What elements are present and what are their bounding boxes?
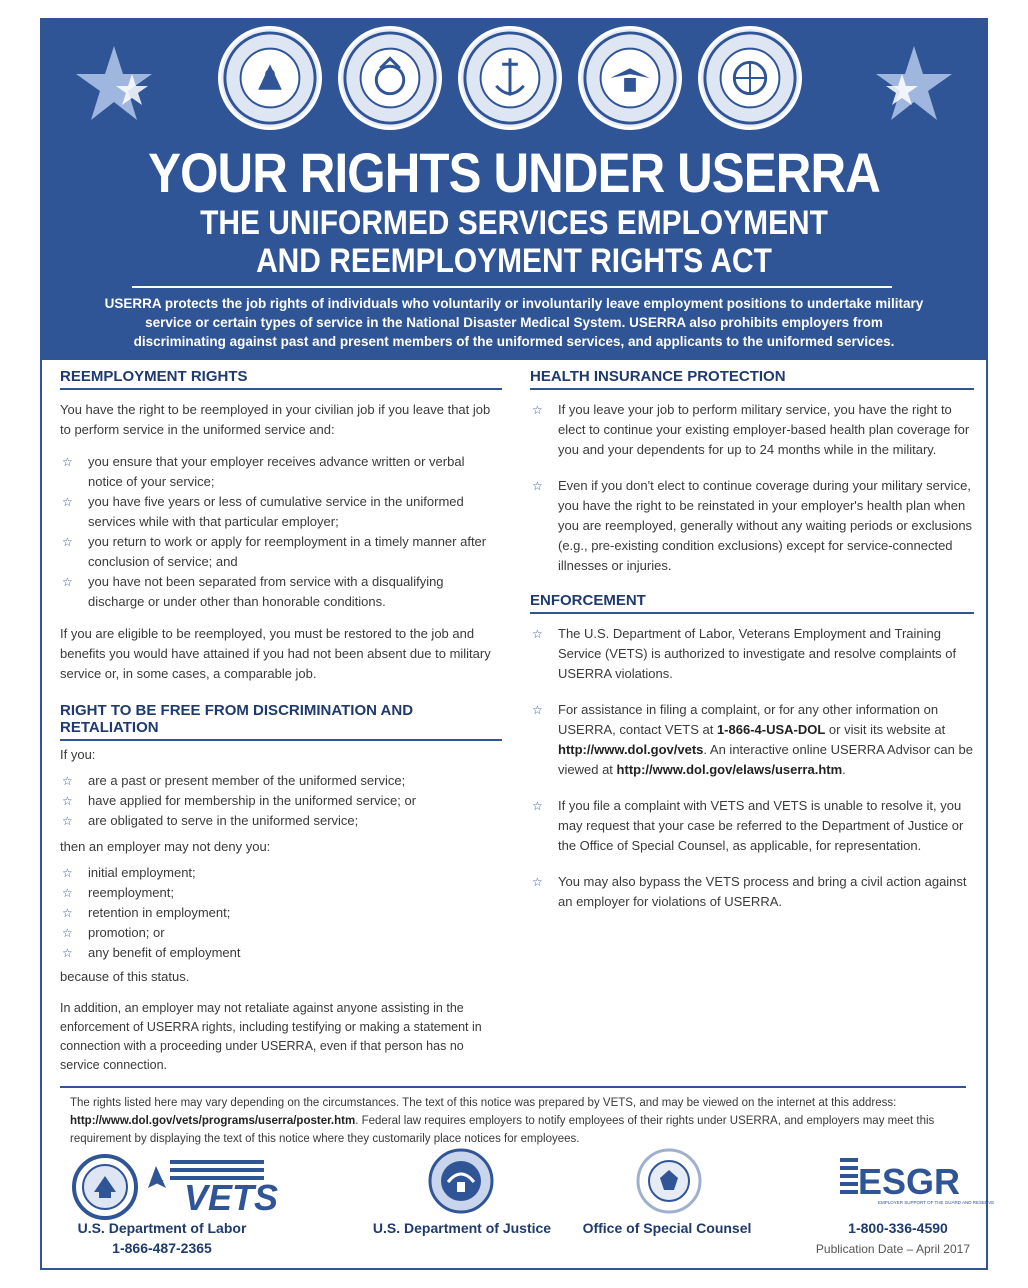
reemployment-outro: If you are eligible to be reemployed, you must be restored to the job and benefits you would have attained if you had not been absent due to military service or, in some cases, a comparable job. — [60, 626, 491, 681]
list-item: ☆ initial employment; — [60, 863, 502, 883]
list-item: ☆ retention in employment; — [60, 903, 502, 923]
vets-phone: 1-866-4-USA-DOL — [716, 722, 826, 737]
section-heading-enforcement: ENFORCEMENT — [530, 592, 974, 614]
star-bullet-icon: ☆ — [62, 946, 73, 960]
poster-link[interactable]: http://www.dol.gov/vets/programs/userra/poster.htm — [70, 1115, 356, 1127]
vets-website-link[interactable]: http://www.dol.gov/vets — [558, 742, 704, 757]
military-seals — [218, 26, 798, 136]
esgr-phone: 1-800-336-4590 — [848, 1220, 948, 1236]
list-item: ☆ have applied for membership in the uniformed service; or — [60, 791, 502, 811]
left-column — [60, 368, 502, 1087]
list-item: ☆ reemployment; — [60, 883, 502, 903]
star-bullet-icon: ☆ — [62, 886, 73, 900]
esgr-logo — [838, 1156, 995, 1214]
air-force-seal-icon — [578, 26, 682, 130]
list-item: ☆ If you leave your job to perform military service, you have the right to elect to continue your existing employer-based health plan coverage for you and your dependents for up to 24 months while in the military. — [532, 402, 970, 457]
right-column — [530, 368, 974, 928]
star-bullet-icon: ☆ — [532, 479, 543, 493]
coast-guard-seal-icon — [698, 26, 802, 130]
deny-list — [60, 863, 502, 963]
list-item: ☆ any benefit of employment — [60, 943, 502, 963]
star-bullet-icon: ☆ — [62, 906, 73, 920]
star-bullet-icon: ☆ — [62, 575, 73, 589]
navy-seal-icon — [458, 26, 562, 130]
star-bullet-icon: ☆ — [62, 774, 73, 788]
marine-corps-seal-icon — [338, 26, 442, 130]
list-item: ☆ The U.S. Department of Labor, Veterans Employment and Training Service (VETS) is authorized to investigate and resolve complaints of USERRA violations. — [532, 626, 957, 681]
star-bullet-icon: ☆ — [62, 455, 73, 469]
list-item: ☆ For assistance in filing a complaint, or for any other information on USERRA, contact VETS at 1-866-4-USA-DOL or visit its website at http://www.dol.gov/vets. An interactive online USERRA Advisor can be viewed at http://www.dol.gov/elaws/userra.htm. — [532, 702, 973, 777]
subtitle-line: AND REEMPLOYMENT RIGHTS ACT — [256, 242, 772, 280]
star-icon — [874, 44, 954, 124]
section-heading-reemployment: REEMPLOYMENT RIGHTS — [60, 368, 502, 390]
retaliation-text: In addition, an employer may not retaliate against anyone assisting in the enforcement of USERRA rights, including testifying or making a statement in connection with a proceeding under USERRA, even if that person has no service connection. — [60, 1001, 482, 1072]
health-list — [530, 400, 974, 576]
vets-logo — [146, 1158, 279, 1218]
poster — [40, 18, 995, 1270]
star-bullet-icon: ☆ — [62, 794, 73, 808]
list-item: ☆ You may also bypass the VETS process and bring a civil action against an employer for violations of USERRA. — [532, 874, 967, 909]
membership-list — [60, 771, 502, 831]
esgr-logo-text: ESGR — [858, 1161, 961, 1202]
star-bullet-icon: ☆ — [532, 627, 543, 641]
esgr-tagline-text: EMPLOYER SUPPORT OF THE GUARD AND RESERVE — [878, 1200, 995, 1205]
subtitle-line: THE UNIFORMED SERVICES EMPLOYMENT — [200, 204, 828, 242]
dol-name: U.S. Department of Labor — [77, 1220, 247, 1236]
section-heading-discrimination: RIGHT TO BE FREE FROM DISCRIMINATION AND RETALIATION — [60, 702, 502, 741]
page-subtitle — [99, 204, 930, 280]
publication-date: Publication Date – April 2017 — [815, 1242, 970, 1256]
osc-seal-icon — [636, 1148, 702, 1214]
osc-name: Office of Special Counsel — [582, 1220, 752, 1236]
footnote: The rights listed here may vary depending on the circumstances. The text of this notice was prepared by VETS, and may be viewed on the internet at this address: http://www.dol.gov/vets/programs/userra/poster.htm. Federal law requires employers to notify employees of their rights under USERRA, and employers may meet this requirement by displaying the text of this notice where they customarily place notices for employees. — [70, 1097, 935, 1145]
star-icon — [74, 44, 154, 124]
army-seal-icon — [218, 26, 322, 130]
userra-advisor-link[interactable]: http://www.dol.gov/elaws/userra.htm — [616, 762, 843, 777]
list-item: ☆ are a past or present member of the uniformed service; — [60, 771, 502, 791]
page-title: YOUR RIGHTS UNDER USERRA — [148, 141, 880, 204]
star-bullet-icon: ☆ — [532, 703, 543, 717]
star-bullet-icon: ☆ — [532, 875, 543, 889]
doj-seal-icon — [428, 1148, 494, 1214]
list-item: ☆ you ensure that your employer receives advance written or verbal notice of your service; — [62, 454, 465, 489]
list-item: ☆ you return to work or apply for reemployment in a timely manner after conclusion of service; and — [62, 534, 487, 569]
reemployment-list — [60, 452, 502, 612]
list-item: ☆ promotion; or — [60, 923, 502, 943]
star-bullet-icon: ☆ — [532, 403, 543, 417]
star-bullet-icon: ☆ — [532, 799, 543, 813]
footer-divider — [60, 1086, 966, 1088]
vets-logo-text: VETS — [184, 1177, 279, 1218]
star-bullet-icon: ☆ — [62, 814, 73, 828]
if-you-text: If you: — [60, 747, 96, 762]
list-item: ☆ If you file a complaint with VETS and VETS is unable to resolve it, you may request that your case be referred to the Department of Justice or the Office of Special Counsel, as applicable, for representation. — [532, 798, 964, 853]
doj-name: U.S. Department of Justice — [372, 1220, 552, 1236]
enforcement-list — [530, 624, 974, 912]
header-divider — [132, 286, 892, 288]
list-item: ☆ you have five years or less of cumulative service in the uniformed services while with that particular employer; — [62, 494, 464, 529]
list-item: ☆ are obligated to serve in the uniformed service; — [60, 811, 502, 831]
dol-block — [62, 1218, 262, 1258]
star-bullet-icon: ☆ — [62, 866, 73, 880]
star-bullet-icon: ☆ — [62, 495, 73, 509]
reemployment-intro: You have the right to be reemployed in your civilian job if you leave that job to perform service in the uniformed service and: — [60, 402, 491, 437]
star-bullet-icon: ☆ — [62, 926, 73, 940]
dol-seal-icon — [72, 1154, 138, 1220]
section-heading-health: HEALTH INSURANCE PROTECTION — [530, 368, 974, 390]
intro-text: USERRA protects the job rights of individuals who voluntarily or involuntarily leave employment positions to undertake military service or certain types of service in the National Disaster Medical System. USERRA also prohibits employers from discriminating against past and present members of the uniformed services, and applicants to the uniformed services. — [104, 296, 924, 349]
star-bullet-icon: ☆ — [62, 535, 73, 549]
because-text: because of this status. — [60, 969, 190, 984]
header-banner — [42, 20, 986, 360]
list-item: ☆ Even if you don't elect to continue coverage during your military service, you have the right to be reinstated in your employer's health plan when you are reemployed, generally without any waiting periods or exclusions (e.g., pre-existing condition exclusions) except for service-connected illnesses or injuries. — [532, 478, 973, 573]
then-text: then an employer may not deny you: — [60, 839, 271, 854]
dol-phone: 1-866-487-2365 — [112, 1240, 212, 1256]
list-item: ☆ you have not been separated from service with a disqualifying discharge or under other than honorable conditions. — [62, 574, 444, 609]
